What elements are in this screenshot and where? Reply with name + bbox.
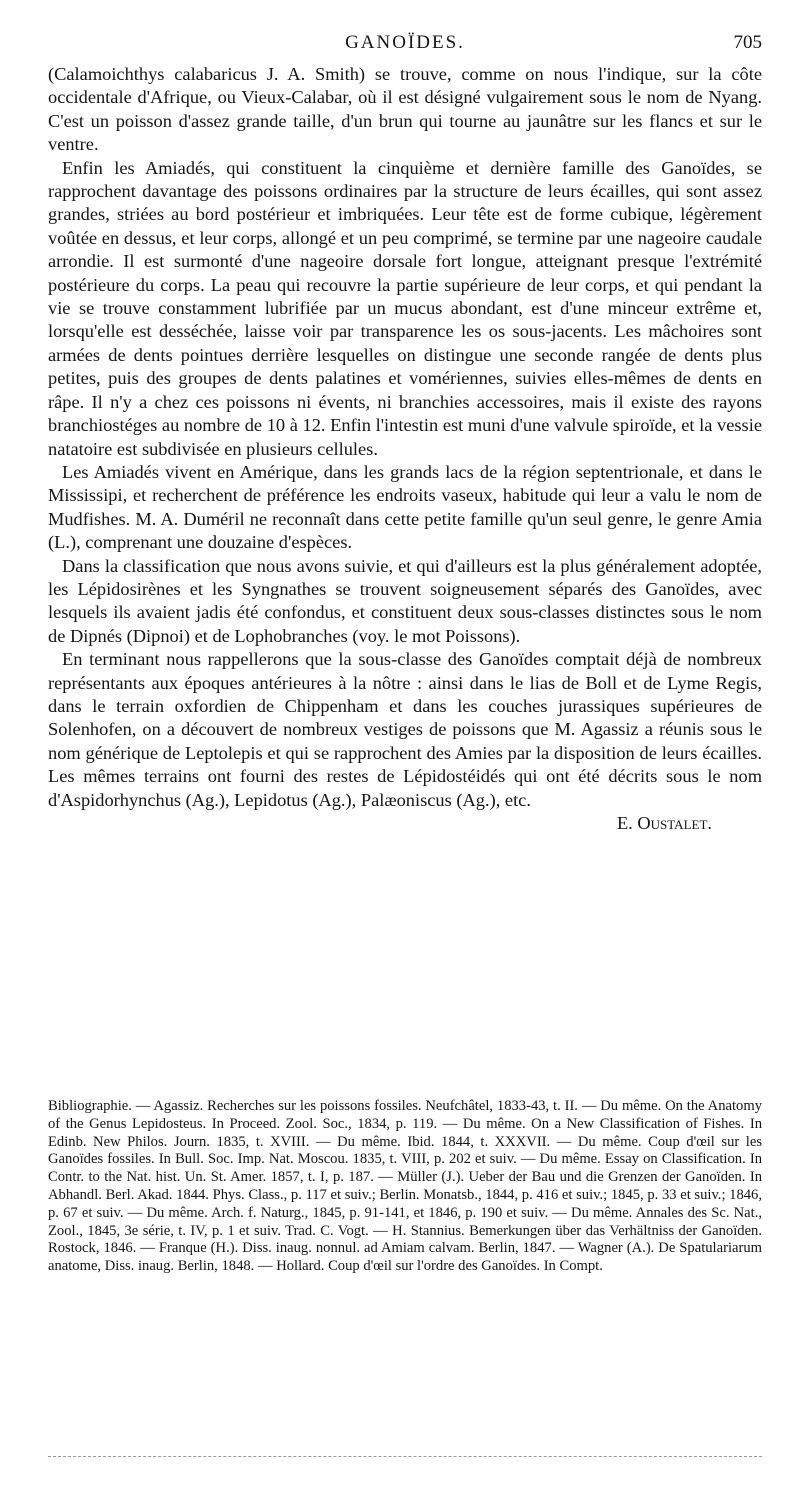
bibliography-section	[48, 1098, 762, 1276]
paragraph-amiades-habitat: Les Amiadés vivent en Amérique, dans les grands lacs de la région septentrionale, et dans le Mississipi, et recherchent de préférence les endroits vaseux, habitude qui leur a valu le nom de Mudfishes. M. A. Duméril ne reconnaît dans cette petite famille qu'un seul genre, le genre Amia (L.), comprenant une douzaine d'espèces.	[48, 461, 762, 553]
bibliography-text: Bibliographie. — Agassiz. Recherches sur les poissons fossiles. Neufchâtel, 1833-43, t. II. — Du même. On the Anatomy of the Genus Lepidosteus. In Proceed. Zool. Soc., 1834, p. 119. — Du même. On a New Classification of Fishes. In Edinb. New Philos. Journ. 1835, t. XVIII. — Du même. Ibid. 1844, t. XXXVII. — Du même. Coup d'œil sur les Ganoïdes fossiles. In Bull. Soc. Imp. Nat. Moscou. 1835, t. VIII, p. 202 et suiv. — Du même. Essay on Classification. In Contr. to the Nat. hist. Un. St. Amer. 1857, t. I, p. 187. — Müller (J.). Ueber der Bau und die Grenzen der Ganoïden. In Abhandl. Berl. Akad. 1844. Phys. Class., p. 117 et suiv.; Berlin. Monatsb., 1844, p. 416 et suiv.; 1845, p. 33 et suiv.; 1846, p. 67 et suiv. — Du même. Arch. f. Naturg., 1845, p. 91-141, et 1846, p. 190 et suiv. — Du même. Annales des Sc. Nat., Zool., 1845, 3e série, t. IV, p. 1 et suiv. Trad. C. Vogt. — H. Stannius. Bemerkungen über das Verhältniss der Ganoïden. Rostock, 1846. — Franque (H.). Diss. inaug. nonnul. ad Amiam calvam. Berlin, 1847. — Wagner (A.). De Spatulariarum anatome, Diss. inaug. Berlin, 1848. — Hollard. Coup d'œil sur l'ordre des Ganoïdes. In Compt.	[48, 1098, 762, 1275]
running-header	[48, 28, 762, 58]
author-signature: E. Oustalet.	[616, 813, 712, 833]
paragraph-calamoichthys: (Calamoichthys calabaricus J. A. Smith) se trouve, comme on nous l'indique, sur la côte occidentale d'Afrique, ou Vieux-Calabar, où il est désigné vulgairement sous le nom de Nyang. C'est un poisson d'assez grande taille, d'un brun qui tourne au jaunâtre sur les flancs et sur le ventre.	[48, 64, 762, 155]
paragraph-classification: Dans la classification que nous avons suivie, et qui d'ailleurs est la plus généralement adoptée, les Lépidosirènes et les Syngnathes se trouvent soigneusement séparés des Ganoïdes, avec lesquels ils avaient jadis été confondus, et constituent deux sous-classes distinctes sous le nom de Dipnés (Dipnoi) et de Lophobranches (voy. le mot Poissons).	[48, 555, 762, 646]
paragraph-fossils: En terminant nous rappellerons que la sous-classe des Ganoïdes comptait déjà de nombreux représentants aux époques antérieures à la nôtre : ainsi dans le lias de Boll et de Lyme Regis, dans le terrain oxfordien de Chippenham et dans les couches jurassiques supérieures de Solenhofen, on a découvert de nombreux vestiges de poissons que M. Agassiz a réunis sous le nom générique de Leptolepis et qui se rapprochent des Amies par la disposition de leurs écailles. Les mêmes terrains ont fourni des restes de Lépidostéidés qui ont été décrits sous le nom d'Aspidorhynchus (Ag.), Lepidotus (Ag.), Palæoniscus (Ag.), etc.	[48, 649, 762, 810]
running-title: GANOÏDES.	[345, 32, 465, 53]
footer-rule	[48, 1456, 762, 1457]
paragraph-amiades-description: Enfin les Amiadés, qui constituent la cinquième et dernière famille des Ganoïdes, se rapprochent davantage des poissons ordinaires par la structure de leurs écailles, qui sont assez grandes, striées au bord postérieur et imbriquées. Leur tête est de forme cubique, légèrement voûtée en dessus, et leur corps, allongé et un peu comprimé, se termine par une nageoire caudale arrondie. Il est surmonté d'une nageoire dorsale fort longue, atteignant presque l'extrémité postérieure du corps. La peau qui recouvre la partie supérieure de leur corps, et qui pendant la vie se trouve constamment lubrifiée par un mucus abondant, est d'une minceur extrême et, lorsqu'elle est desséchée, laisse voir par transparence les os sous-jacents. Les mâchoires sont armées de dents pointues derrière lesquelles on distingue une seconde rangée de dents plus petites, puis des groupes de dents palatines et vomériennes, suivies elles-mêmes de dents en râpe. Il n'y a chez ces poissons ni évents, ni branchies accessoires, mais il existe des rayons branchiostéges au nombre de 10 à 12. Enfin l'intestin est muni d'une valvule spiroïde, et la vessie natatoire est subdivisée en plusieurs cellules.	[48, 157, 762, 459]
page-number: 705	[733, 32, 762, 53]
article-body	[48, 63, 762, 835]
